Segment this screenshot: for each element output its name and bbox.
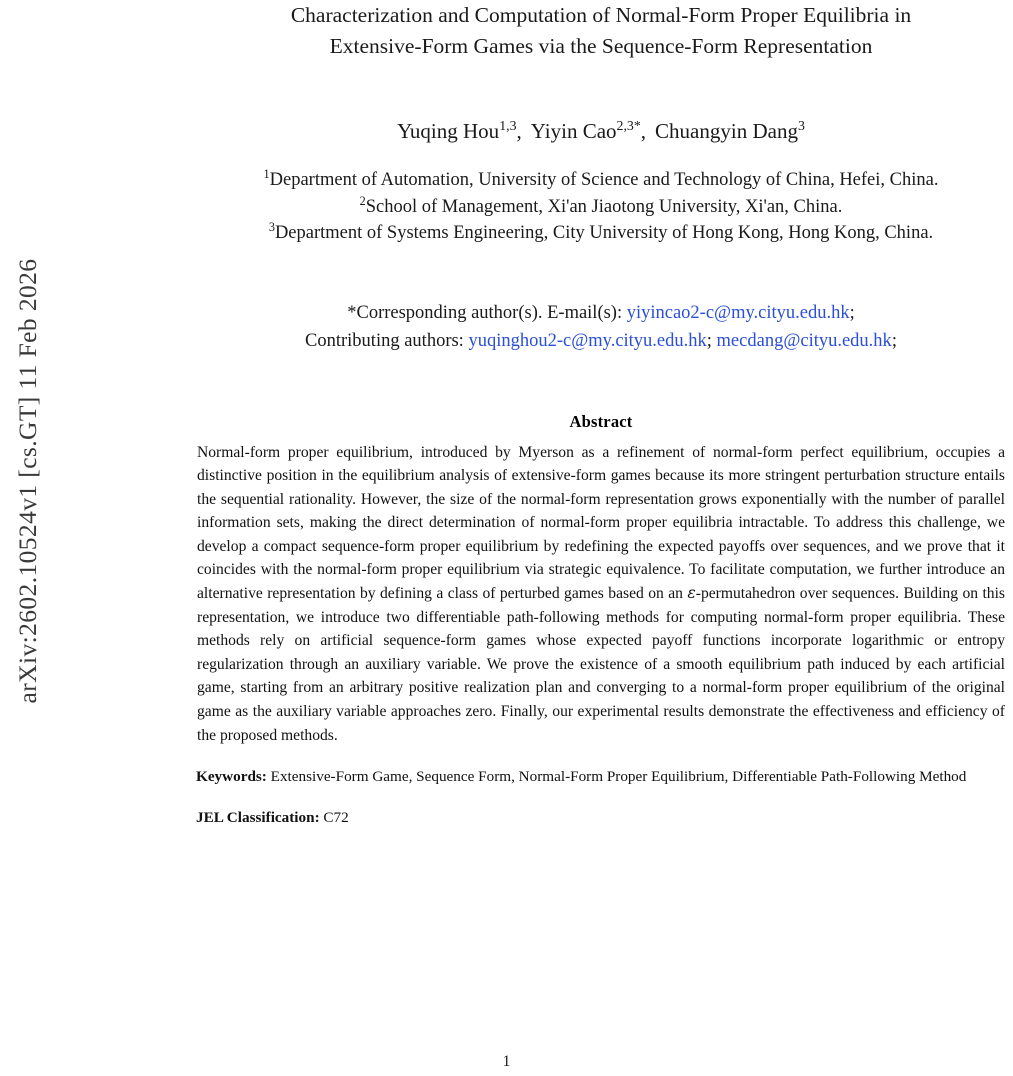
- title-line-1: Characterization and Computation of Normal-Form Proper Equilibria in: [290, 3, 912, 27]
- abstract-text: [196, 441, 1006, 748]
- contributing-authors-line: Contributing authors: yuqinghou2-c@my.cityu.edu.hk; mecdang@cityu.edu.hk;: [305, 330, 897, 351]
- affiliation-list: [196, 167, 1006, 247]
- contributing-email-link-2[interactable]: mecdang@cityu.edu.hk: [716, 330, 892, 351]
- author-1-affil-marker: 1,3: [499, 118, 517, 133]
- contributing-email-link-1[interactable]: yuqinghou2-c@my.cityu.edu.hk: [468, 330, 707, 351]
- affiliation-1-marker: 1: [263, 166, 270, 181]
- author-2: Yiyin Cao$^{2,3*}$,: [530, 118, 647, 143]
- abstract-part-2: -permutahedron over sequences. Building on this representation, we introduce two differentiable path-following methods for computing normal-form proper equilibria. These methods rely on artificial sequence-form games whose expected payoff functions incorporate logarithmic or entropy regularization through an auxiliary variable. We prove the existence of a smooth equilibrium path induced by each artificial game, starting from an arbitrary positive realization plan and converging to a normal-form proper equilibrium of the original game as the auxiliary variable approaches zero. Finally, our experimental results demonstrate the effectiveness and efficiency of the proposed methods.: [197, 585, 1005, 744]
- author-3: Chuangyin Dang$^3$: [655, 118, 805, 143]
- keywords-text: Extensive-Form Game, Sequence Form, Normal-Form Proper Equilibrium, Differentiable Path-Following Method: [266, 768, 967, 786]
- epsilon-symbol: ε: [687, 584, 696, 603]
- arxiv-stamp: arXiv:2602.10524v1 [cs.GT] 11 Feb 2026: [13, 258, 42, 704]
- affiliation-3-marker: 3: [268, 219, 275, 234]
- keywords-block: [196, 766, 1006, 788]
- jel-text: C72: [319, 808, 349, 826]
- author-2-affil-marker: 2,3*: [616, 118, 641, 133]
- paper-content: [196, 0, 1006, 828]
- correspondence-block: [196, 299, 1006, 355]
- abstract-part-1: Normal-form proper equilibrium, introduced by Myerson as a refinement of normal-form perfect equilibrium, occupies a distinctive position in the equilibrium analysis of extensive-form games because its more stringent perturbation structure entails the sequential rationality. However, the size of the normal-form representation grows exponentially with the number of parallel information sets, making the direct determination of normal-form proper equilibria intractable. To address this challenge, we develop a compact sequence-form proper equilibrium by redefining the expected payoffs over sequences, and we prove that it coincides with the normal-form proper equilibrium via strategic equivalence. To facilitate computation, we further introduce an alternative representation by defining a class of perturbed games based on an: [197, 443, 1005, 603]
- author-3-affil-marker: 3: [797, 118, 805, 133]
- author-1: Yuqing Hou$^{1,3}$,: [397, 118, 522, 143]
- title-line-2: Extensive-Form Games via the Sequence-Form Representation: [329, 34, 873, 58]
- jel-block: [196, 807, 1006, 828]
- jel-label: JEL Classification:: [196, 808, 320, 826]
- keywords-label: Keywords:: [196, 768, 267, 786]
- abstract-heading: Abstract: [569, 411, 633, 431]
- corresponding-email-link[interactable]: yiyincao2-c@my.cityu.edu.hk: [626, 302, 850, 323]
- author-list: [196, 119, 1006, 144]
- affiliation-1: $^1$Department of Automation, University of Science and Technology of China, Hefei, China.: [263, 166, 939, 190]
- affiliation-3: $^3$Department of Systems Engineering, City University of Hong Kong, Hong Kong, China.: [268, 219, 934, 243]
- page-title: [196, 0, 1006, 62]
- page-number: 1: [502, 1053, 511, 1070]
- corresponding-author-line: *Corresponding author(s). E-mail(s): yiyincao2-c@my.cityu.edu.hk;: [347, 302, 855, 323]
- affiliation-2: $^2$School of Management, Xi'an Jiaotong University, Xi'an, China.: [359, 193, 843, 217]
- affiliation-2-marker: 2: [359, 193, 366, 208]
